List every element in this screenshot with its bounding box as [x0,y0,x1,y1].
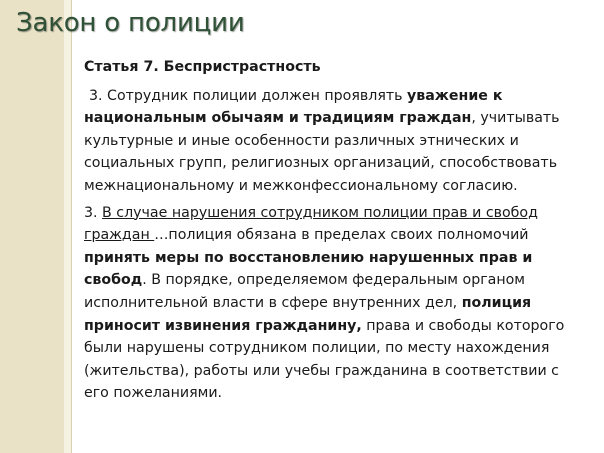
slide-body [84,56,584,405]
paragraph-respect [84,85,584,198]
underlined-text: В случае нарушения сотрудником полиции прав и свобод граждан [84,204,538,244]
emphasis-text: полиция приносит извинения гражданину, [84,294,532,334]
paragraph-text: …полиция обязана в пределах своих полномочий [154,227,529,244]
decorative-side-stripe [0,0,64,453]
emphasis-text: уважение к национальным обычаям и традициям граждан [84,87,503,127]
decorative-divider [71,0,72,453]
slide-title: Закон о полиции [16,8,245,38]
paragraph-text: , учитывать культурные и иные особенности различных этнических и социальных групп, религиозных организаций, способствовать межнациональному и межконфессиональному согласию. [84,110,560,194]
article-heading: Статья 7. Беспристрастность [84,59,321,75]
emphasis-text: принять меры по восстановлению нарушенных прав и свобод [84,249,533,289]
paragraph-text: права и свободы которого были нарушены сотрудником полиции, по месту нахождения (жительства), работы или учебы гражданина в соответствии с его пожеланиями. [84,317,565,402]
paragraph-text: . В порядке, определяемом федеральным органом исполнительной власти в сфере внутренних дел, [84,272,526,311]
paragraph-text: 3. [84,204,103,221]
paragraph-violation [84,202,584,405]
paragraph-text: 3. Сотрудник полиции должен проявлять [89,87,407,104]
